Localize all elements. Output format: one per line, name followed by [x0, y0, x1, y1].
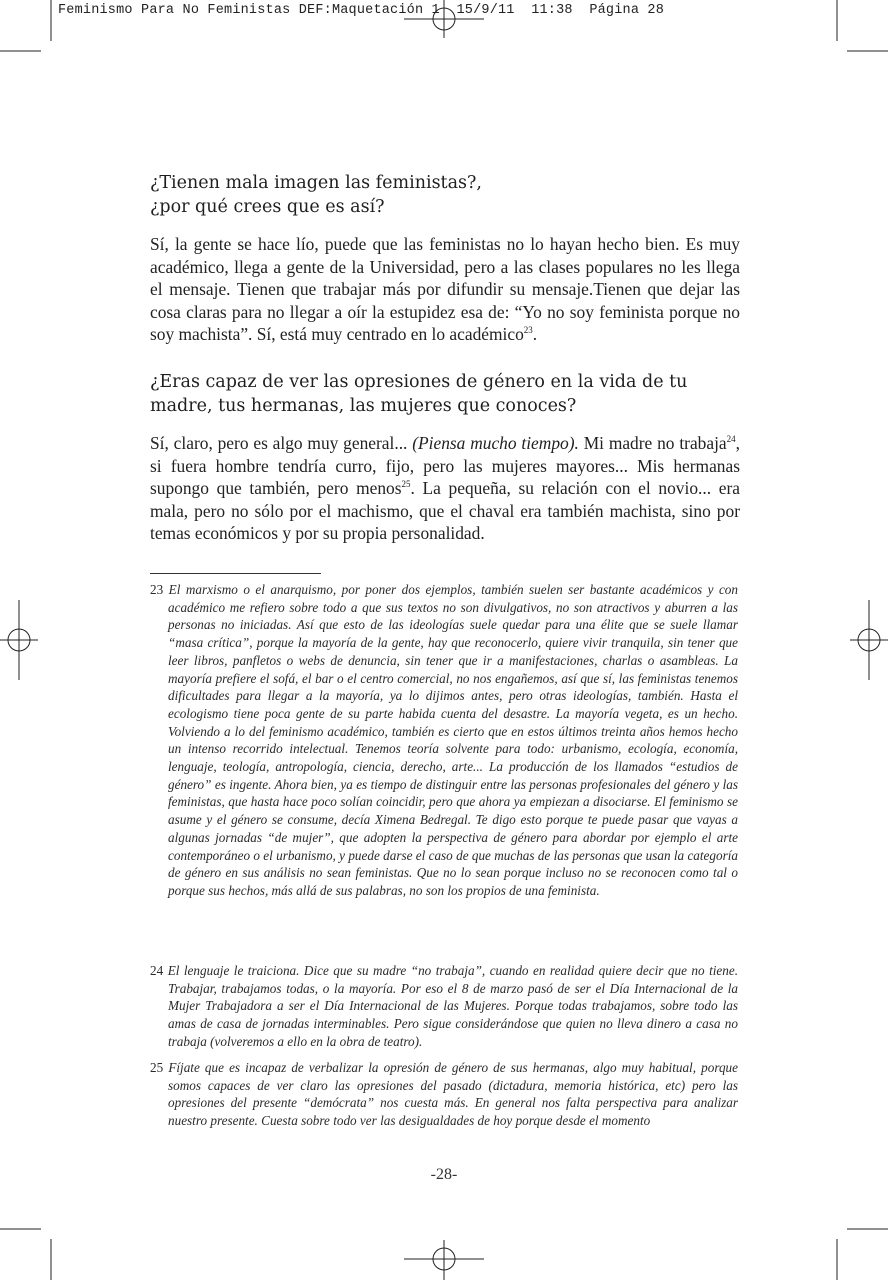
footnote-ref: 24	[726, 434, 736, 445]
footnote-text: El marxismo o el anarquismo, por poner dos ejemplos, también suelen ser bastante académicos y con académico me refiero sobre todo a que sus textos no son divulgativos, no son atractivos y aburren a las personas no iniciadas. Así que esto de las ideologías suele quedar para una élite que se suele llamar “masa crítica”, porque la mayoría de la gente, hay que reconocerlo, quiere vivir tranquila, sin tener que leer libros, panfletos o webs de denuncia, sin tener que ir a manifestaciones, charlas o asambleas. La mayoría prefiere el sofá, el bar o el centro comercial, no nos engañemos, así que sí, las feministas tenemos dificultades para llegar a la mayoría, ya lo dijimos antes, pero otras ideologías, también. Hasta el ecologismo tiene poca gente de su parte habida cuenta del desastre. La mayoría vegeta, es un hecho. Volviendo a lo del feminismo académico, también es cierto que en estos últimos treinta años hemos hecho un intenso recorrido intelectual. Tenemos teoría solvente para todo: urbanismo, ecología, economía, lenguaje, teología, antropología, ciencia, derecho, arte... La producción de los llamados “estudios de género” es ingente. Ahora bien, ya es tiempo de distinguir entre las personas profesionales del género y las feministas, que hasta hace poco solían coincidir, pero que ahora ya empiezan a disociarse. El feminismo se asume y el género se consume, decía Ximena Bedregal. Te digo esto porque te puede pasar que vayas a algunas jornadas “de mujer”, que adopten la perspectiva de género para abordar por ejemplo el arte contemporáneo o el urbanismo, y puede darse el caso de que muchas de las personas que usan la categoría de género en sus análisis no sean feministas. Que no lo sean porque incluso no se reconocen como tal o porque sus hechos, más allá de sus palabras, no son los propios de una feminista.	[168, 582, 738, 898]
answer-text: Sí, claro, pero es algo muy general...	[150, 433, 413, 453]
footnote	[150, 581, 738, 900]
question-line: ¿Tienen mala imagen las feministas?,	[150, 173, 482, 193]
registration-mark-bottom	[404, 1240, 484, 1280]
slug-date: 15/9/11	[456, 3, 515, 18]
answer-paragraph	[150, 432, 740, 545]
footnote-ref: 23	[523, 325, 533, 336]
answer-text: . La pequeña, su relación con el novio... era mala, pero no sólo por el machismo, que el chaval era también machista, sino por temas económicos y por su propia personalidad.	[150, 478, 740, 544]
question-line: ¿por qué crees que es así?	[150, 197, 385, 217]
answer-text: , si fuera hombre tendría curro, fijo, pero las mujeres mayores... Mis hermanas supongo que también, pero menos	[150, 433, 740, 499]
page-number: -28-	[430, 1166, 458, 1183]
footnote-ref: 25	[401, 479, 411, 490]
stage-direction: (Piensa mucho tiempo).	[412, 433, 579, 453]
footnote	[150, 1059, 738, 1130]
footnote-separator	[150, 573, 321, 574]
question-heading	[150, 171, 750, 219]
answer-paragraph	[150, 233, 740, 346]
footnote-text: El lenguaje le traiciona. Dice que su madre “no trabaja”, cuando en realidad quiere decir que no tiene. Trabajar, trabajamos todas, o la mayoría. Por eso el 8 de marzo pasó de ser el Día Internacional de la Mujer Trabajadora a ser el Día Internacional de las Mujeres. Porque todas trabajamos, sobre todo las amas de casa de jornadas interminables. Pero sigue considerándose que quien no lleva dinero a casa no trabaja (volveremos a ello en la obra de teatro).	[167, 963, 739, 1049]
answer-text: Sí, la gente se hace lío, puede que las feministas no lo hayan hecho bien. Es muy académico, llega a gente de la Universidad, pero a las clases populares no les llega el mensaje. Tienen que trabajar más por difundir su mensaje.Tienen que dejar las cosa claras para no llegar a oír la estupidez esa de: “Yo no soy feminista porque no soy machista”. Sí, está muy centrado en lo académico	[150, 234, 740, 345]
slug-time: 11:38	[531, 3, 573, 18]
question-line: ¿Eras capaz de ver las opresiones de género en la vida de tu	[150, 372, 688, 392]
answer-end: .	[532, 324, 538, 345]
slug-page-label: Página 28	[589, 3, 665, 18]
footnote-number: 25	[150, 1060, 164, 1075]
footnote-number: 24	[150, 963, 164, 978]
registration-mark-top	[404, 0, 484, 38]
footnote-text: Fíjate que es incapaz de verbalizar la opresión de género de sus hermanas, algo muy habitual, porque somos capaces de ver claro las opresiones del pasado (dictadura, memoria histórica, etc) pero las opresiones del presente “demócrata” nos cuesta más. En general nos falta perspectiva para analizar nuestro presente. Cuesta sobre todo ver las desigualdades de hoy porque desde el momento	[168, 1060, 739, 1129]
question-heading	[150, 370, 750, 418]
footnote-number: 23	[150, 582, 164, 597]
question-line: madre, tus hermanas, las mujeres que conoces?	[150, 396, 577, 416]
footnote	[150, 962, 738, 1051]
registration-mark-left	[0, 600, 38, 680]
slug-file: Feminismo Para No Feministas DEF:Maquetación 1	[58, 3, 440, 18]
registration-mark-right	[850, 600, 888, 680]
answer-text: Mi madre no trabaja	[578, 433, 727, 453]
